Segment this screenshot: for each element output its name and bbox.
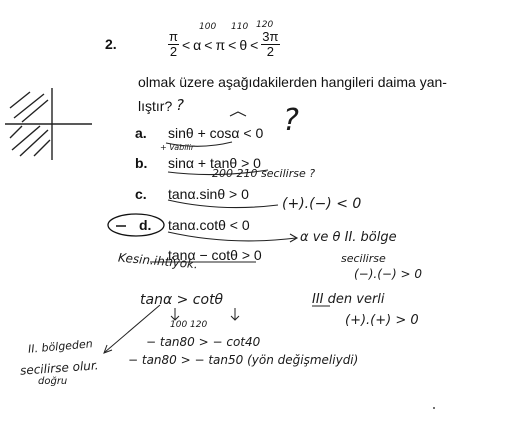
stray-dot [433,407,435,409]
quadrant-sketch [5,88,92,160]
condition-inequality: $\frac{\pi}{2}$ < α < π < θ < $\frac{3\pi}{2}$ [169,29,279,59]
option-d-letter: d. [139,217,152,233]
hand-sup-pi: 110 [231,22,249,32]
hand-work-left: tanα > cotθ [140,292,224,308]
fraction-3pi-over-2: $\frac{3\pi}{2}$ [262,29,279,59]
hand-down-arrow-left [171,308,179,320]
hand-sup-theta: 120 [256,20,274,30]
fraction-pi-over-2: $\frac{\pi}{2}$ [169,29,178,59]
hand-note-c: (+).(−) < 0 [282,196,362,212]
hand-bottom-mid2: − tan80 > − tan50 (yön değişmeliydi) [128,353,359,367]
hand-circle-d [108,214,164,236]
option-a-letter: a. [135,125,147,141]
hand-bottom-left3: doğru [38,376,68,387]
option-d-text: tanα.cotθ < 0 [168,217,250,233]
hand-note-d: α ve θ II. bölge [300,230,397,245]
hand-note-d3: (−).(−) > 0 [354,267,422,281]
question-stem-line2: lıştır? [138,98,173,114]
hand-bottom-left2: secilirse olur. [19,358,99,378]
hand-arrow-c [168,200,278,208]
hand-bottom-mid1: − tan80 > − cot40 [146,335,261,349]
hand-note-d2: secilirse [341,252,386,265]
hand-note-a: + Vabilir [160,143,195,152]
hand-work-values: 100 120 [170,320,208,330]
hand-mark-a [230,112,246,116]
option-a-text: sinθ + cosα < 0 [168,125,264,141]
hand-bottom-left1: II. bölgeden [27,337,94,356]
hand-underline-a [166,142,232,146]
hand-work-right2: (+).(+) > 0 [345,313,419,328]
hand-arrow-d [168,232,296,241]
hand-underline-b [168,170,268,175]
option-b-text: sinα + tanθ > 0 [168,155,261,171]
hand-stem-mark: ? [176,96,184,114]
option-c-letter: c. [135,186,147,202]
hand-down-arrow-right [231,308,239,320]
option-b-letter: b. [135,155,148,171]
question-number: 2. [105,36,117,52]
option-c-text: tanα.sinθ > 0 [168,186,249,202]
hand-big-question-mark: ? [283,103,299,138]
hand-sup-alpha: 100 [199,22,217,32]
hand-note-b: 200 210 secilirse ? [212,167,316,180]
pi-symbol: π [215,36,226,53]
hand-work-right1: III den verli [312,292,385,307]
alpha-symbol: α [193,36,202,53]
hand-arrow-bottom-left [105,305,160,352]
question-stem-line1: olmak üzere aşağıdakilerden hangileri daima yan- [138,74,447,90]
hand-note-e: Kesin.ihtiyok. [117,250,199,272]
option-e-text: tanα − cotθ > 0 [168,247,262,263]
theta-symbol: θ [239,36,248,53]
